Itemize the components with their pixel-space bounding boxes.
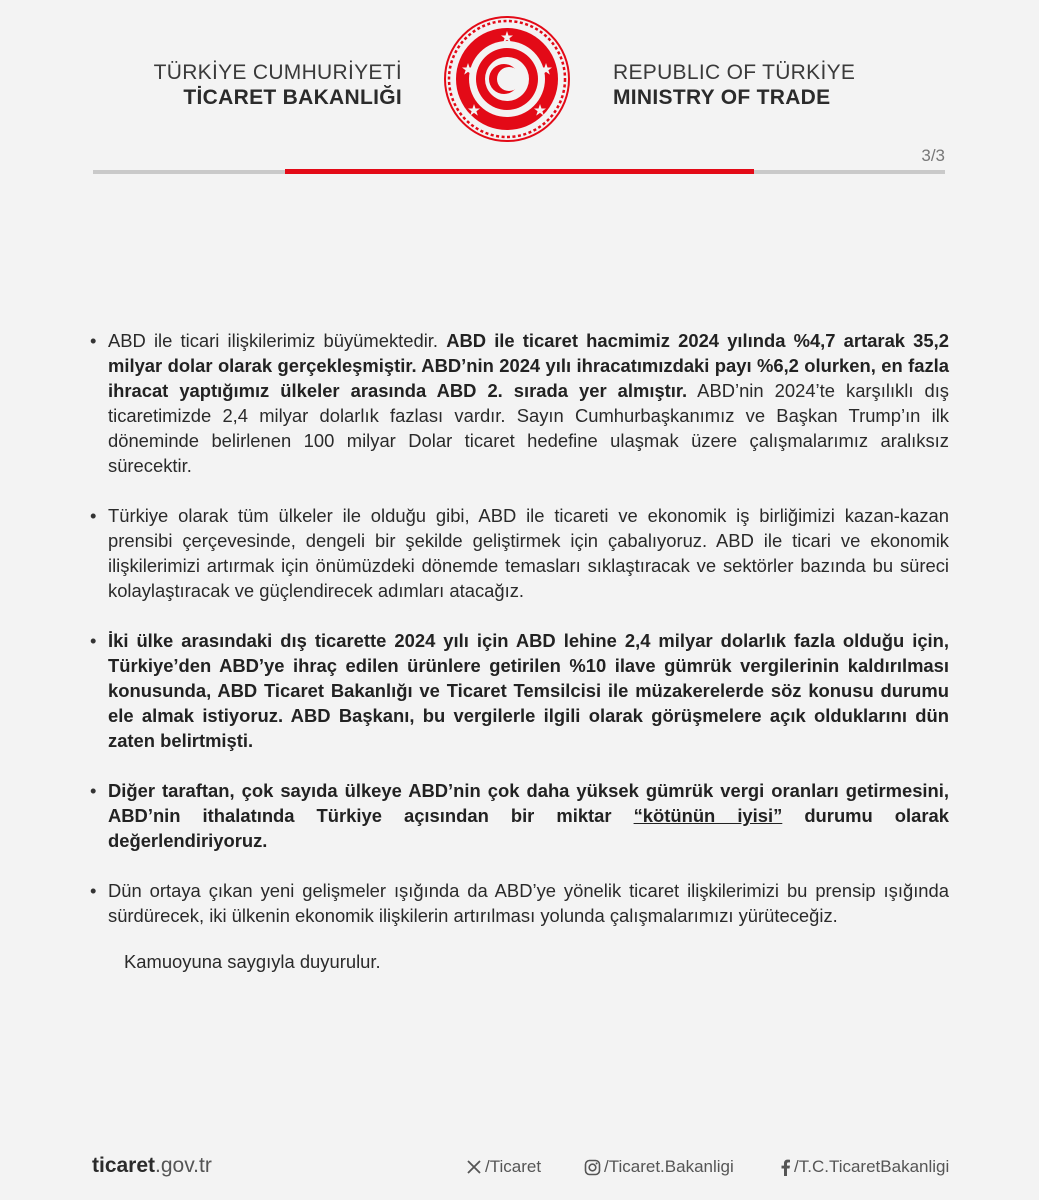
facebook-handle: /T.C.TicaretBakanligi bbox=[794, 1157, 950, 1176]
paragraph-trade-volume bbox=[89, 328, 949, 478]
footer bbox=[0, 1152, 1039, 1182]
x-link[interactable] bbox=[466, 1157, 541, 1177]
underlined-phrase: “kötünün iyisi” bbox=[633, 805, 783, 826]
paragraph-bold-text: Diğer taraftan, çok sayıda ülkeye ABD’nin çok daha yüksek gümrük vergi oranları getirmesini, ABD’nin ithalatında Türkiye açısından bir miktar bbox=[108, 780, 949, 826]
website-domain-bold: ticaret bbox=[92, 1154, 156, 1177]
ministry-seal-icon bbox=[443, 15, 571, 143]
x-handle: /Ticaret bbox=[485, 1157, 542, 1176]
instagram-link[interactable] bbox=[584, 1157, 734, 1177]
paragraph-lesser-evil bbox=[89, 778, 949, 853]
paragraph-win-win bbox=[89, 503, 949, 603]
paragraph-text: Dün ortaya çıkan yeni gelişmeler ışığında da ABD’ye yönelik ticaret ilişkilerimizi bu prensip ışığında sürdürecek, iki ülkenin ekonomik ilişkilerin artırılması yolunda çalışmalarımızı yürüteceğiz. bbox=[108, 880, 949, 926]
paragraph-bold-text: İki ülke arasındaki dış ticarette 2024 yılı için ABD lehine 2,4 milyar dolarlık fazla olduğu için, Türkiye’den ABD’ye ihraç edilen ürünlere getirilen %10 ilave gümrük vergilerinin kaldırılması konusunda, ABD Ticaret Bakanlığı ve Ticaret Temsilcisi ile müzakerelerde söz konusu durumu ele almak istiyoruz. ABD Başkanı, bu vergilerle ilgili olarak görüşmelere açık olduklarını dün zaten belirtmişti. bbox=[108, 630, 949, 751]
page-number: 3/3 bbox=[921, 146, 945, 165]
website-domain-suffix: .gov.tr bbox=[155, 1154, 212, 1177]
x-icon bbox=[466, 1159, 482, 1175]
ministry-name-tr bbox=[140, 60, 402, 111]
republic-name-tr: TÜRKİYE CUMHURİYETİ bbox=[153, 61, 402, 84]
letterhead bbox=[0, 0, 1039, 180]
instagram-handle: /Ticaret.Bakanligi bbox=[604, 1157, 734, 1176]
ministry-title-en: MINISTRY OF TRADE bbox=[613, 86, 831, 109]
paragraph-bold-text: ABD ile ticaret hacmimiz 2024 yılında %4,7 artarak 35,2 milyar dolar olarak gerçekleşmiştir. ABD’nin 2024 yılı ihracatımızdaki payı %6,2 olurken, en fazla ihracat yaptığımız ülkeler arasında ABD 2. sırada yer almıştır. bbox=[108, 330, 949, 401]
instagram-icon bbox=[584, 1159, 601, 1176]
facebook-link[interactable] bbox=[779, 1157, 949, 1177]
paragraph-tariffs bbox=[89, 628, 949, 753]
paragraph-text: Türkiye olarak tüm ülkeler ile olduğu gibi, ABD ile ticareti ve ekonomik iş birliğimizi kazan-kazan prensibi çerçevesinde, dengeli bir şekilde geliştirmek için çabalıyoruz. ABD ile ticari ve ekonomik ilişkilerimizi artırmak için önümüzdeki dönemde temasları sıklaştıracak ve sektörler bazında bu süreci kolaylaştıracak ve güçlendirecek adımları atacağız. bbox=[108, 505, 949, 601]
ministry-title-tr: TİCARET BAKANLIĞI bbox=[183, 86, 402, 109]
facebook-icon bbox=[779, 1159, 791, 1176]
paragraph-text: ABD ile ticari ilişkilerimiz büyümektedir. bbox=[108, 330, 447, 351]
ministry-name-en bbox=[613, 60, 913, 111]
website-link[interactable] bbox=[92, 1154, 212, 1178]
statement-body bbox=[89, 328, 949, 974]
paragraph-text: ABD’nin 2024’te karşılıklı dış ticaretimizde 2,4 milyar dolarlık fazlası vardır. Sayın Cumhurbaşkanımız ve Başkan Trump’ın ilk döneminde belirlenen 100 milyar Dolar ticaret hedefine ulaşmak üzere çalışmalarımız aralıksız sürecektir. bbox=[108, 380, 949, 476]
republic-name-en: REPUBLIC OF TÜRKİYE bbox=[613, 61, 856, 84]
header-divider-accent bbox=[285, 169, 754, 174]
paragraph-developments bbox=[89, 878, 949, 928]
closing-line: Kamuoyuna saygıyla duyurulur. bbox=[124, 951, 381, 972]
paragraph-bold-text: durumu olarak değerlendiriyoruz. bbox=[108, 805, 949, 851]
